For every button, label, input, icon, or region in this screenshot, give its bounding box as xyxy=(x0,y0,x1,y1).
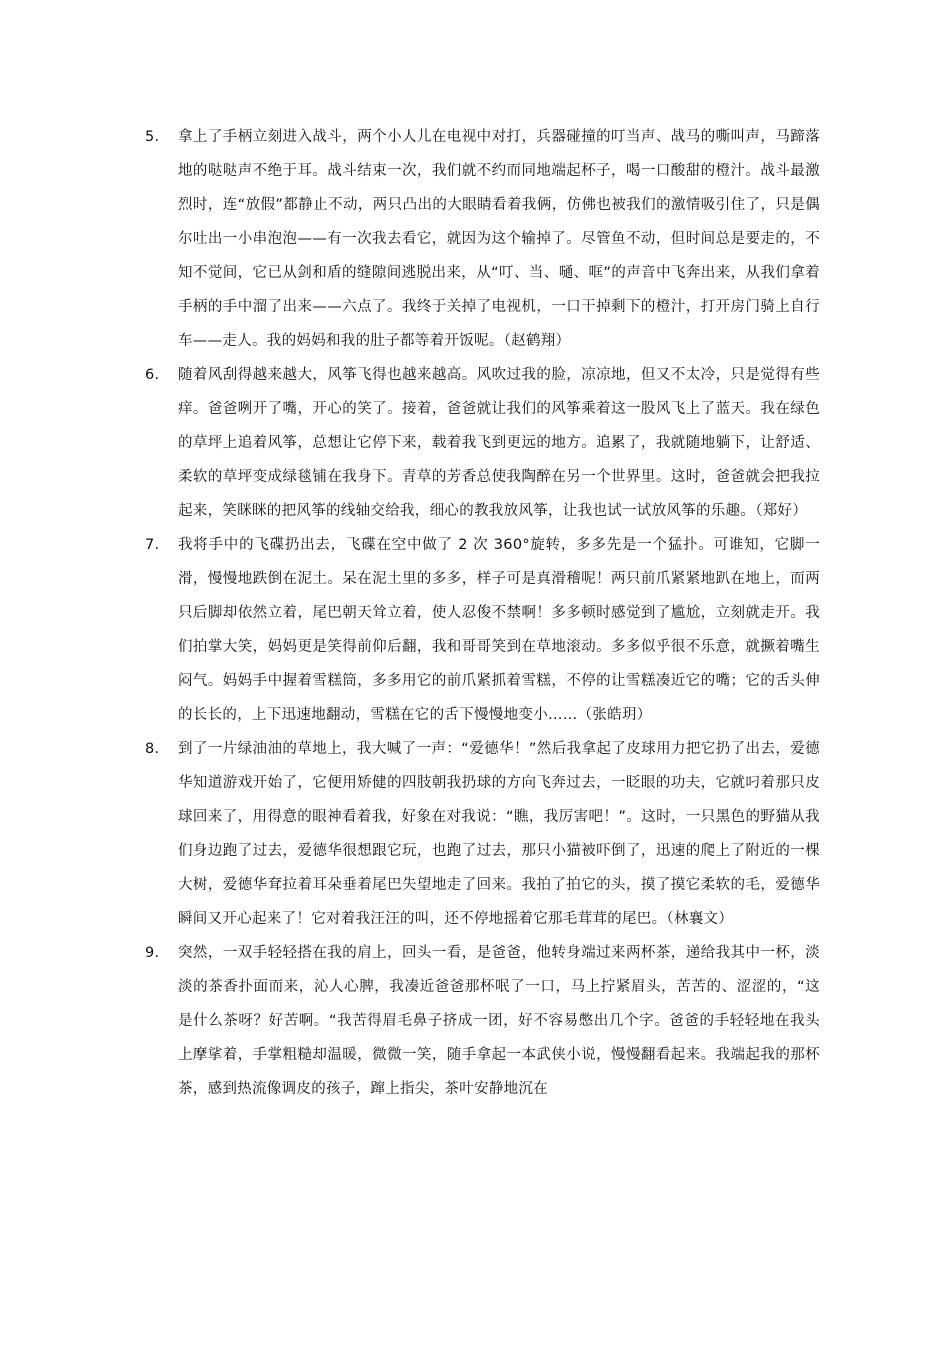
item-text: 随着风刮得越来越大，风筝飞得也越来越高。风吹过我的脸，凉凉地，但又不太冷，只是觉得有些痒。爸爸咧开了嘴，开心的笑了。接着，爸爸就让我们的风筝乘着这一股风飞上了蓝天。我在绿色的草坪上追着风筝，总想让它停下来，载着我飞到更远的地方。追累了，我就随地躺下，让舒适、柔软的草坪变成绿毯铺在我身下。青草的芳香总使我陶醉在另一个世界里。这时，爸爸就会把我拉起来，笑眯眯的把风筝的线轴交给我，细心的教我放风筝，让我也试一试放风筝的乐趣。（郑好） xyxy=(178,367,820,519)
list-item xyxy=(140,120,820,358)
list-item xyxy=(140,358,820,528)
item-number: 7. xyxy=(145,537,160,553)
item-number: 9. xyxy=(145,945,160,961)
item-text: 突然，一双手轻轻搭在我的肩上，回头一看，是爸爸，他转身端过来两杯茶，递给我其中一杯，淡淡的茶香扑面而来，沁人心脾，我凑近爸爸那杯呡了一口，马上拧紧眉头，苦苦的、涩涩的，“这是什么茶呀？好苦啊。“我苦得眉毛鼻子挤成一团，好不容易憋出几个字。爸爸的手轻轻地在我头上摩挲着，手掌粗糙却温暖，微微一笑，随手拿起一本武侠小说，慢慢翻看起来。我端起我的那杯茶，感到热流像调皮的孩子，蹿上指尖，茶叶安静地沉在 xyxy=(178,945,820,1097)
item-text: 到了一片绿油油的草地上，我大喊了一声：“爱德华！”然后我拿起了皮球用力把它扔了出去，爱德华知道游戏开始了，它便用矫健的四肢朝我扔球的方向飞奔过去，一眨眼的功夫，它就叼着那只皮球回来了，用得意的眼神看着我，好象在对我说：“瞧，我厉害吧！”。这时，一只黑色的野猫从我们身边跑了过去，爱德华很想跟它玩，也跑了过去，那只小猫被吓倒了，迅速的爬上了附近的一棵大树，爱德华耷拉着耳朵垂着尾巴失望地走了回来。我拍了拍它的头，摸了摸它柔软的毛，爱德华瞬间又开心起来了！它对着我汪汪的叫，还不停地摇着它那毛茸茸的尾巴。（林襄文） xyxy=(178,741,820,927)
excerpt-list xyxy=(140,120,820,1106)
list-item xyxy=(140,528,820,732)
item-number: 6. xyxy=(145,367,160,383)
item-number: 5. xyxy=(145,129,160,145)
item-text: 拿上了手柄立刻进入战斗，两个小人儿在电视中对打，兵器碰撞的叮当声、战马的嘶叫声，马蹄落地的哒哒声不绝于耳。战斗结束一次，我们就不约而同地端起杯子，喝一口酸甜的橙汁。战斗最激烈时，连“放假”都静止不动，两只凸出的大眼睛看着我俩，仿佛也被我们的激情吸引住了，只是偶尔吐出一小串泡泡——有一次我去看它，就因为这个输掉了。尽管鱼不动，但时间总是要走的，不知不觉间，它已从剑和盾的缝隙间逃脱出来，从“叮、当、嗵、哐”的声音中飞奔出来，从我们拿着手柄的手中溜了出来——六点了。我终于关掉了电视机，一口干掉剩下的橙汁，打开房门骑上自行车——走人。我的妈妈和我的肚子都等着开饭呢。（赵鹤翔） xyxy=(178,129,820,349)
list-item xyxy=(140,936,820,1106)
item-number: 8. xyxy=(145,741,160,757)
list-item xyxy=(140,732,820,936)
item-text: 我将手中的飞碟扔出去，飞碟在空中做了 2 次 360°旋转，多多先是一个猛扑。可谁知，它脚一滑，慢慢地跌倒在泥土。呆在泥土里的多多，样子可是真滑稽呢！两只前爪紧紧地趴在地上，而两只后脚却依然立着，尾巴朝天耸立着，使人忍俊不禁啊！多多顿时感觉到了尴尬，立刻就走开。我们拍掌大笑，妈妈更是笑得前仰后翻，我和哥哥笑到在草地滚动。多多似乎很不乐意，就撅着嘴生闷气。妈妈手中握着雪糕筒，多多用它的前爪紧抓着雪糕，不停的让雪糕凑近它的嘴；它的舌头伸的长长的，上下迅速地翻动，雪糕在它的舌下慢慢地变小……（张皓玥） xyxy=(178,537,820,723)
